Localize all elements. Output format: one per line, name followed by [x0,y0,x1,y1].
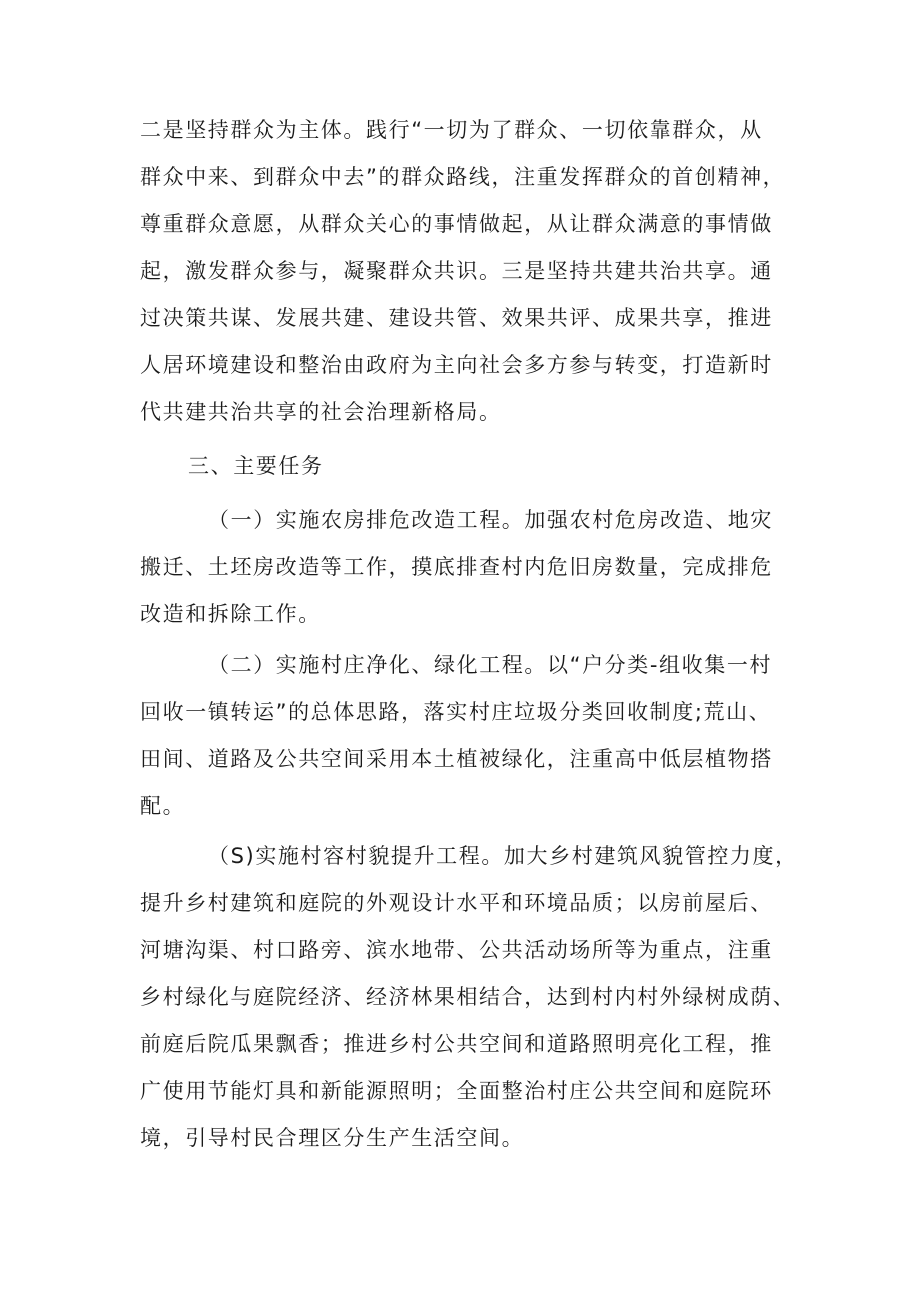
paragraph-1-line-4: 起，激发群众参与，凝聚群众共识。三是坚持共建共治共享。通 [140,259,773,283]
task-3-line-3: 河塘沟渠、村口路旁、滨水地带、公共活动场所等为重点，注重 [140,938,773,962]
task-2-line-1: （二）实施村庄净化、绿化工程。以“户分类-组收集一村 [208,653,773,677]
paragraph-1-line-6: 人居环境建设和整治由政府为主向社会多方参与转变，打造新时 [140,353,773,377]
paragraph-1-line-3: 尊重群众意愿，从群众关心的事情做起，从让群众满意的事情做 [140,212,773,236]
task-1-line-3: 改造和拆除工作。 [140,602,321,626]
task-3-line-6: 广使用节能灯具和新能源照明；全面整治村庄公共空间和庭院环 [140,1079,773,1103]
task-3-line-2: 提升乡村建筑和庭院的外观设计水平和环境品质；以房前屋后、 [140,891,773,915]
paragraph-1-line-1: 二是坚持群众为主体。践行“一切为了群众、一切依靠群众，从 [140,118,763,142]
paragraph-1-line-7: 代共建共治共享的社会治理新格局。 [140,400,502,424]
task-2-line-2: 回收一镇转运”的总体思路，落实村庄垃圾分类回收制度;荒山、 [140,700,772,724]
task-3-line-5: 前庭后院瓜果飘香；推进乡村公共空间和道路照明亮化工程，推 [140,1032,773,1056]
task-2-line-4: 配。 [140,794,186,818]
paragraph-1-line-2: 群众中来、到群众中去”的群众路线，注重发挥群众的首创精神， [140,165,786,189]
task-1-line-1: （一）实施农房排危改造工程。加强农村危房改造、地灾 [208,508,773,532]
task-3-line-1: （S)实施村容村貌提升工程。加大乡村建筑风貌管控力度， [208,844,798,868]
paragraph-1-line-5: 过决策共谋、发展共建、建设共管、效果共评、成果共享，推进 [140,306,773,330]
task-2-line-3: 田间、道路及公共空间采用本土植被绿化，注重高中低层植物搭 [140,747,773,771]
task-3-line-7: 境，引导村民合理区分生产生活空间。 [140,1126,525,1150]
task-1-line-2: 搬迁、土坯房改造等工作，摸底排查村内危旧房数量，完成排危 [140,555,773,579]
task-3-line-4: 乡村绿化与庭院经济、经济林果相结合，达到村内村外绿树成荫、 [140,985,796,1009]
section-heading: 三、主要任务 [188,454,324,478]
